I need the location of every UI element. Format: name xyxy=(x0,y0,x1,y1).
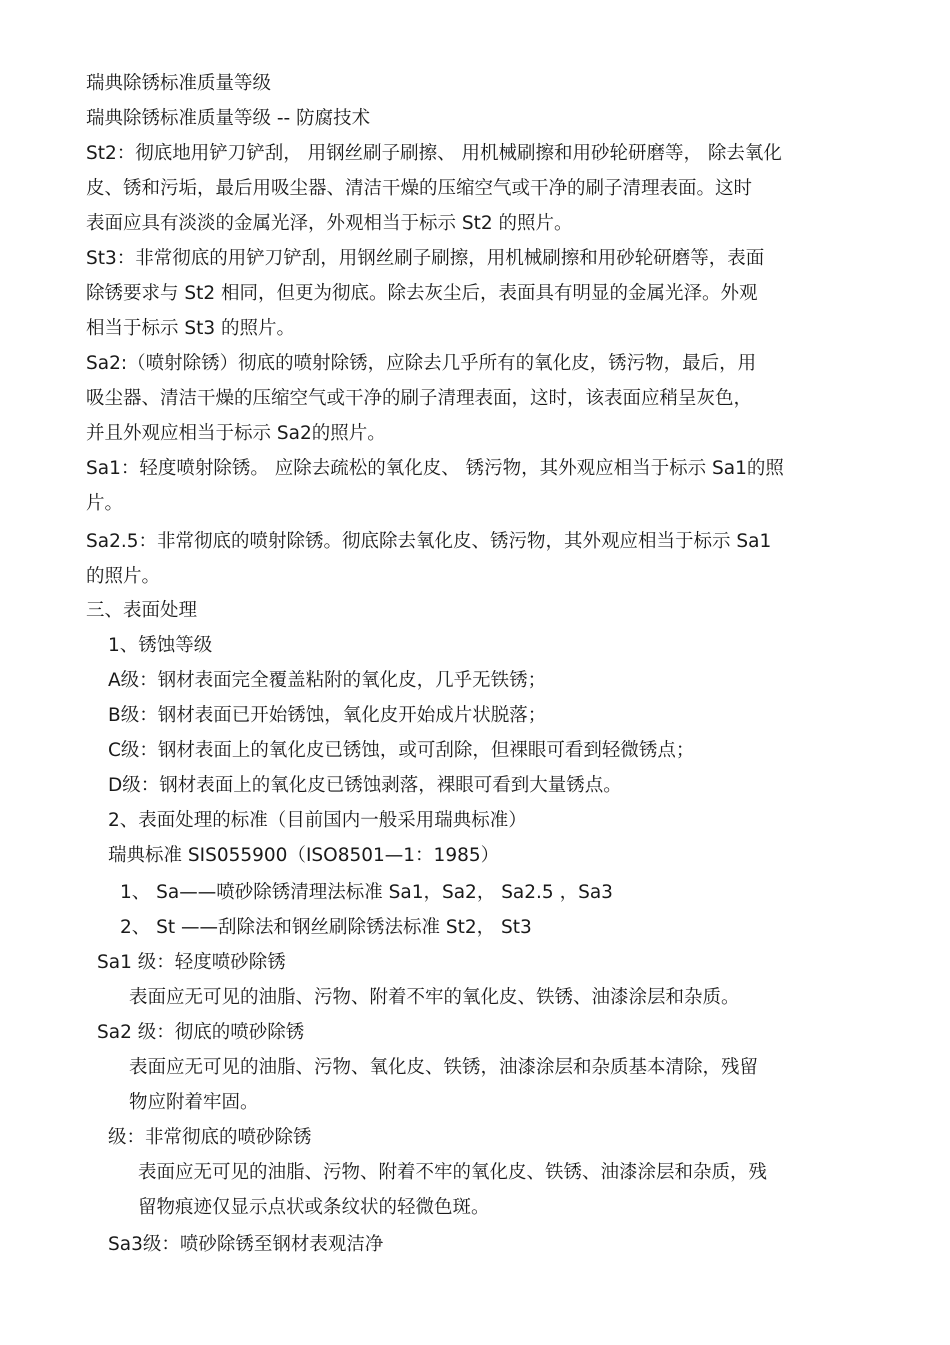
subsection-heading: 2、表面处理的标准（目前国内一般采用瑞典标准） xyxy=(108,810,527,831)
grade-heading: Sa3级：喷砂除锈至钢材表观洁净 xyxy=(108,1234,384,1255)
paragraph-line: 吸尘器、清洁干燥的压缩空气或干净的刷子清理表面，这时，该表面应稍呈灰色， xyxy=(86,388,753,409)
paragraph-line: 表面应具有淡淡的金属光泽，外观相当于标示 St2 的照片。 xyxy=(86,213,573,234)
paragraph-line: 并且外观应相当于标示 Sa2的照片。 xyxy=(86,423,386,444)
subsection-heading: 1、锈蚀等级 xyxy=(108,635,213,656)
grade-description: 表面应无可见的油脂、污物、附着不牢的氧化皮、铁锈、油漆涂层和杂质。 xyxy=(129,987,740,1008)
grade-description: 表面应无可见的油脂、污物、氧化皮、铁锈，油漆涂层和杂质基本清除，残留 xyxy=(129,1057,759,1078)
paragraph-line: St3：非常彻底的用铲刀铲刮，用钢丝刷子刷擦，用机械刷擦和用砂轮研磨等，表面 xyxy=(86,248,765,269)
paragraph-line: 相当于标示 St3 的照片。 xyxy=(86,318,296,339)
grade-heading: Sa2 级：彻底的喷砂除锈 xyxy=(97,1022,305,1043)
grade-description: 物应附着牢固。 xyxy=(129,1092,259,1113)
section-heading: 三、表面处理 xyxy=(86,600,198,621)
list-item: 2、 St ——刮除法和钢丝刷除锈法标准 St2， St3 xyxy=(120,917,532,938)
paragraph-line: 皮、锈和污垢，最后用吸尘器、清洁干燥的压缩空气或干净的刷子清理表面。这时 xyxy=(86,178,753,199)
list-item: 1、 Sa——喷砂除锈清理法标准 Sa1，Sa2， Sa2.5 ，Sa3 xyxy=(120,882,613,903)
document-title: 瑞典除锈标准质量等级 xyxy=(86,73,272,94)
paragraph-line: Sa1：轻度喷射除锈。 应除去疏松的氧化皮、 锈污物，其外观应相当于标示 Sa1的照 xyxy=(86,458,784,479)
standard-line: 瑞典标准 SIS055900（ISO8501—1：1985） xyxy=(108,845,500,866)
list-item: B级：钢材表面已开始锈蚀，氧化皮开始成片状脱落； xyxy=(108,705,547,726)
paragraph-line: 片。 xyxy=(86,493,124,514)
grade-heading: 级：非常彻底的喷砂除锈 xyxy=(108,1127,312,1148)
list-item: C级：钢材表面上的氧化皮已锈蚀，或可刮除，但裸眼可看到轻微锈点； xyxy=(108,740,695,761)
list-item: D级：钢材表面上的氧化皮已锈蚀剥落，裸眼可看到大量锈点。 xyxy=(108,775,622,796)
paragraph-line: 的照片。 xyxy=(86,566,161,587)
list-item: A级：钢材表面完全覆盖粘附的氧化皮，几乎无铁锈； xyxy=(108,670,547,691)
paragraph-line: Sa2.5：非常彻底的喷射除锈。彻底除去氧化皮、锈污物，其外观应相当于标示 Sa1 xyxy=(86,531,772,552)
grade-description: 表面应无可见的油脂、污物、附着不牢的氧化皮、铁锈、油漆涂层和杂质，残 xyxy=(138,1162,768,1183)
paragraph-line: Sa2:（喷射除锈）彻底的喷射除锈，应除去几乎所有的氧化皮，锈污物，最后，用 xyxy=(86,353,757,374)
grade-heading: Sa1 级：轻度喷砂除锈 xyxy=(97,952,286,973)
document-subtitle: 瑞典除锈标准质量等级 -- 防腐技术 xyxy=(86,108,371,129)
paragraph-line: St2：彻底地用铲刀铲刮， 用钢丝刷子刷擦、 用机械刷擦和用砂轮研磨等， 除去氧化 xyxy=(86,143,782,164)
paragraph-line: 除锈要求与 St2 相同，但更为彻底。除去灰尘后，表面具有明显的金属光泽。外观 xyxy=(86,283,758,304)
grade-description: 留物痕迹仅显示点状或条纹状的轻微色斑。 xyxy=(138,1197,490,1218)
